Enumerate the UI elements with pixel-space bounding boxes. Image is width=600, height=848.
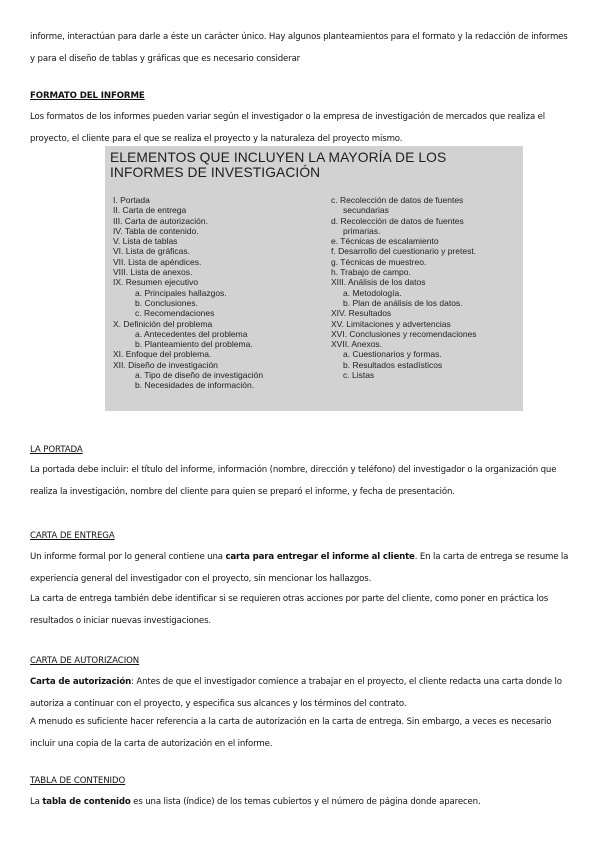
figure-right-item: c. Listas — [343, 370, 375, 381]
figure-right-item: a. Cuestionarios y formas. — [343, 349, 442, 360]
portada-heading: LA PORTADA — [30, 445, 83, 455]
figure-left-item: XI. Enfoque del problema. — [113, 349, 212, 360]
figure-right-item: XVI. Conclusiones y recomendaciones — [331, 328, 477, 339]
figure-right-item: h. Trabajo de campo. — [331, 267, 411, 278]
figure-left-item: III. Carta de autorización. — [113, 215, 208, 226]
figure-left-column — [113, 195, 323, 391]
tabla-contenido-text-b: es una lista (índice) de los temas cubiertos y el número de página donde aparecen. — [130, 797, 481, 807]
figure-left-item: V. Lista de tablas — [113, 236, 178, 247]
figure-left-item: c. Recomendaciones — [135, 308, 215, 319]
figure-right-item: secundarias — [343, 205, 389, 216]
carta-entrega-bold: carta para entregar el informe al cliente — [225, 552, 415, 562]
figure-right-item: primarias. — [343, 225, 381, 236]
figure-left-item: a. Tipo de diseño de investigación — [135, 370, 264, 381]
figure-left-item: b. Necesidades de información. — [135, 380, 255, 391]
figure-right-item: XIV. Resultados — [331, 308, 392, 319]
figure-left-item: XII. Diseño de investigación — [113, 359, 218, 370]
report-elements-figure — [105, 146, 523, 411]
figure-right-item: XV. Limitaciones y advertencias — [331, 318, 451, 329]
figure-title: ELEMENTOS QUE INCLUYEN LA MAYORÍA DE LOS INFORMES DE INVESTIGACIÓN — [110, 150, 447, 180]
figure-right-item: a. Metodología. — [343, 287, 402, 298]
figure-right-item: XVII. Anexos. — [331, 339, 383, 350]
figure-right-item: b. Plan de análisis de los datos. — [343, 297, 463, 308]
figure-left-item: X. Definición del problema — [113, 318, 213, 329]
formato-heading: FORMATO DEL INFORME — [30, 91, 145, 101]
figure-right-column — [331, 195, 521, 380]
figure-left-item: VI. Lista de gráficas. — [113, 246, 191, 257]
portada-paragraph: La portada debe incluir: el título del informe, información (nombre, dirección y teléfono) del investigador o la organización que realiza la investigación, nombre del cliente para quien se preparó el informe, y fecha de presentación. — [30, 465, 557, 497]
figure-left-item: a. Principales hallazgos. — [135, 287, 227, 298]
figure-left-item: IV. Tabla de contenido. — [113, 225, 199, 236]
figure-right-item: g. Técnicas de muestreo. — [331, 256, 427, 267]
intro-paragraph: informe, interactúan para darle a éste un carácter único. Hay algunos planteamientos para el formato y la redacción de informes y para el diseño de tablas y gráficas que es necesario considerar — [30, 32, 568, 64]
figure-left-item: VII. Lista de apéndices. — [113, 256, 202, 267]
carta-autorizacion-heading: CARTA DE AUTORIZACION — [30, 656, 140, 666]
figure-left-item: II. Carta de entrega — [113, 205, 187, 216]
carta-entrega-paragraph-2: La carta de entrega también debe identificar si se requieren otras acciones por parte del cliente, como poner en práctica los resultados o iniciar nuevas investigaciones. — [30, 594, 549, 626]
tabla-contenido-text-a: La — [30, 797, 43, 807]
figure-right-item: XIII. Análisis de los datos — [331, 277, 426, 288]
carta-entrega-text-b: . En la carta de entrega se resume la experiencia general del investigador con el proyecto, sin mencionar los hallazgos. — [30, 552, 569, 584]
carta-entrega-text-a: Un informe formal por lo general contiene una — [30, 552, 226, 562]
tabla-contenido-paragraph — [30, 791, 572, 813]
figure-right-item: c. Recolección de datos de fuentes — [331, 195, 464, 205]
figure-right-item: b. Resultados estadísticos — [343, 359, 443, 370]
figure-right-item: e. Técnicas de escalamiento — [331, 236, 439, 247]
figure-left-item: I. Portada — [113, 195, 150, 205]
carta-entrega-heading: CARTA DE ENTREGA — [30, 531, 115, 541]
carta-entrega-paragraph — [30, 546, 572, 590]
figure-left-item: b. Conclusiones. — [135, 297, 198, 308]
figure-left-item: IX. Resumen ejecutivo — [113, 277, 199, 288]
formato-paragraph: Los formatos de los informes pueden variar según el investigador o la empresa de investigación de mercados que realiza el proyecto, el cliente para el que se realiza el proyecto y la naturaleza del proyecto mismo. — [30, 112, 546, 144]
figure-left-item: a. Antecedentes del problema — [135, 328, 248, 339]
tabla-contenido-heading: TABLA DE CONTENIDO — [30, 776, 126, 786]
carta-autorizacion-paragraph-2: A menudo es suficiente hacer referencia a la carta de autorización en la carta de entrega. Sin embargo, a veces es necesario incluir una copia de la carta de autorización en el informe. — [30, 717, 552, 749]
carta-autorizacion-label: Carta de autorización — [30, 677, 132, 687]
figure-right-item: d. Recolección de datos de fuentes — [331, 215, 464, 226]
carta-autorizacion-text: : Antes de que el investigador comience a trabajar en el proyecto, el cliente redacta una carta donde lo autoriza a continuar con el proyecto, y especifica sus alcances y los términos del contrato. — [30, 677, 562, 709]
figure-left-item: VIII. Lista de anexos. — [113, 267, 193, 278]
tabla-contenido-bold: tabla de contenido — [42, 797, 131, 807]
figure-left-item: b. Planteamiento del problema. — [135, 339, 253, 350]
carta-autorizacion-paragraph — [30, 671, 572, 715]
figure-right-item: f. Desarrollo del cuestionario y pretest. — [331, 246, 477, 257]
